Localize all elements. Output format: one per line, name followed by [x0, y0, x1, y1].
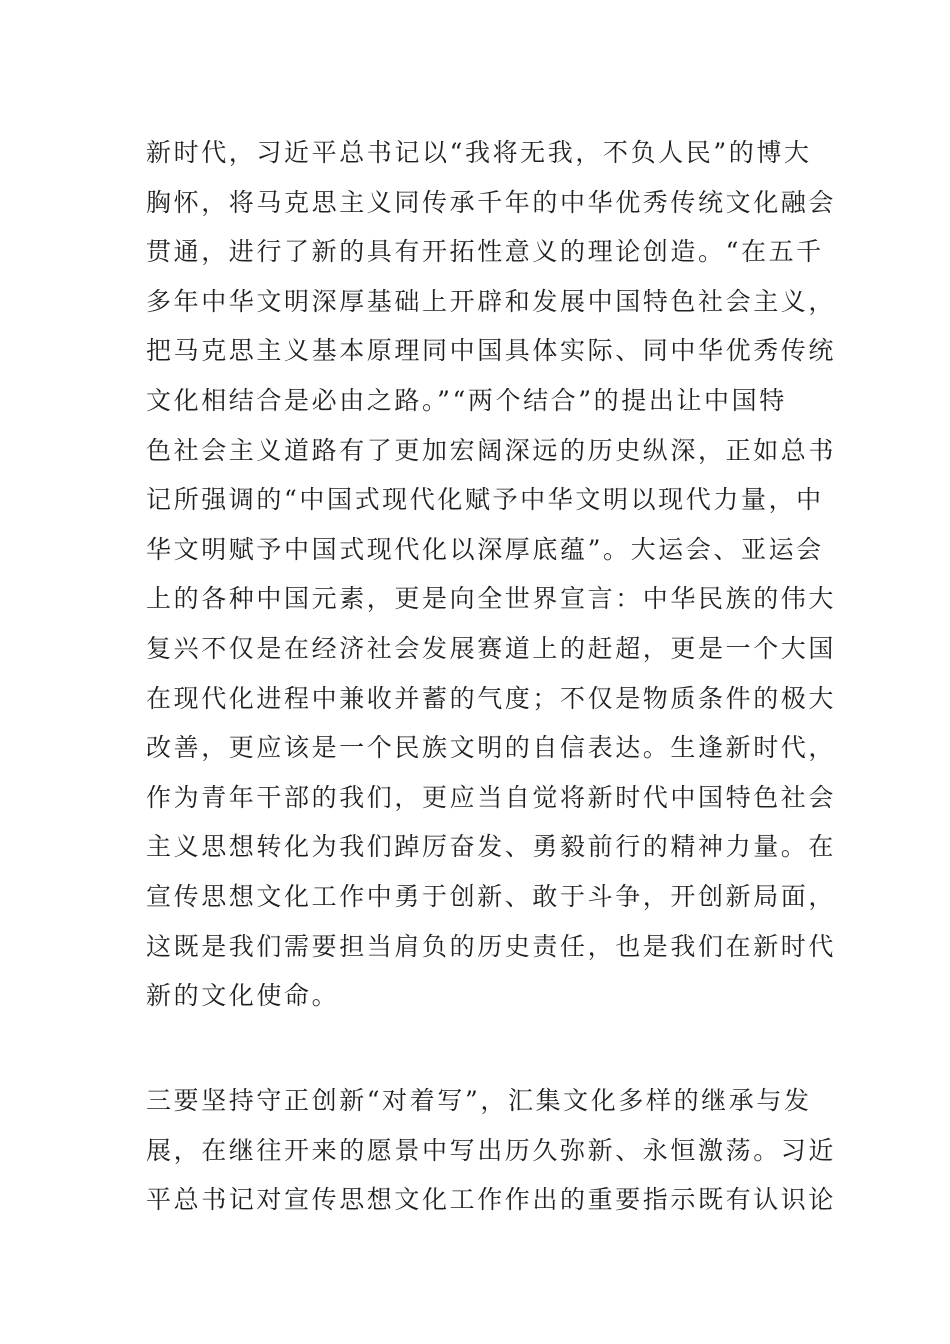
paragraph-line: 把马克思主义基本原理同中国具体实际、同中华优秀传统 — [146, 336, 837, 366]
paragraph-line: 多年中华文明深厚基础上开辟和发展中国特色社会主义， — [146, 286, 837, 316]
paragraph-line: 改善，更应该是一个民族文明的自信表达。生逢新时代， — [146, 733, 837, 763]
paragraph-line: 新时代，习近平总书记以“我将无我，不负人民”的博大 — [146, 138, 812, 167]
paragraph-line: 文化相结合是必由之路。”“两个结合”的提出让中国特 — [146, 385, 787, 415]
paragraph-line: 胸怀，将马克思主义同传承千年的中华优秀传统文化融会 — [146, 187, 837, 217]
paragraph-line: 平总书记对宣传思想文化工作作出的重要指示既有认识论 — [146, 1185, 837, 1215]
paragraph-line: 新的文化使命。 — [146, 981, 340, 1011]
paragraph-line: 这既是我们需要担当肩负的历史责任，也是我们在新时代 — [146, 931, 837, 961]
paragraph-line: 复兴不仅是在经济社会发展赛道上的赶超，更是一个大国 — [146, 633, 837, 663]
paragraph-line: 作为青年干部的我们，更应当自觉将新时代中国特色社会 — [146, 782, 837, 812]
paragraph-line: 展，在继往开来的愿景中写出历久弥新、永恒激荡。习近 — [146, 1135, 837, 1165]
paragraph-line: 上的各种中国元素，更是向全世界宣言：中华民族的伟大 — [146, 584, 837, 614]
paragraph-new-era — [146, 128, 837, 1021]
paragraph-third-point — [146, 1076, 837, 1225]
paragraph-line: 三要坚持守正创新“对着写”，汇集文化多样的继承与发 — [146, 1086, 812, 1115]
paragraph-line: 记所强调的“中国式现代化赋予中华文明以现代力量，中 — [146, 485, 824, 515]
paragraph-line: 华文明赋予中国式现代化以深厚底蕴”。大运会、亚运会 — [146, 534, 824, 564]
paragraph-line: 贯通，进行了新的具有开拓性意义的理论创造。“在五千 — [146, 237, 824, 267]
paragraph-line: 色社会主义道路有了更加宏阔深远的历史纵深，正如总书 — [146, 435, 837, 465]
paragraph-line: 在现代化进程中兼收并蓄的气度；不仅是物质条件的极大 — [146, 683, 837, 713]
paragraph-line: 主义思想转化为我们踔厉奋发、勇毅前行的精神力量。在 — [146, 832, 837, 862]
paragraph-line: 宣传思想文化工作中勇于创新、敢于斗争，开创新局面， — [146, 881, 837, 911]
